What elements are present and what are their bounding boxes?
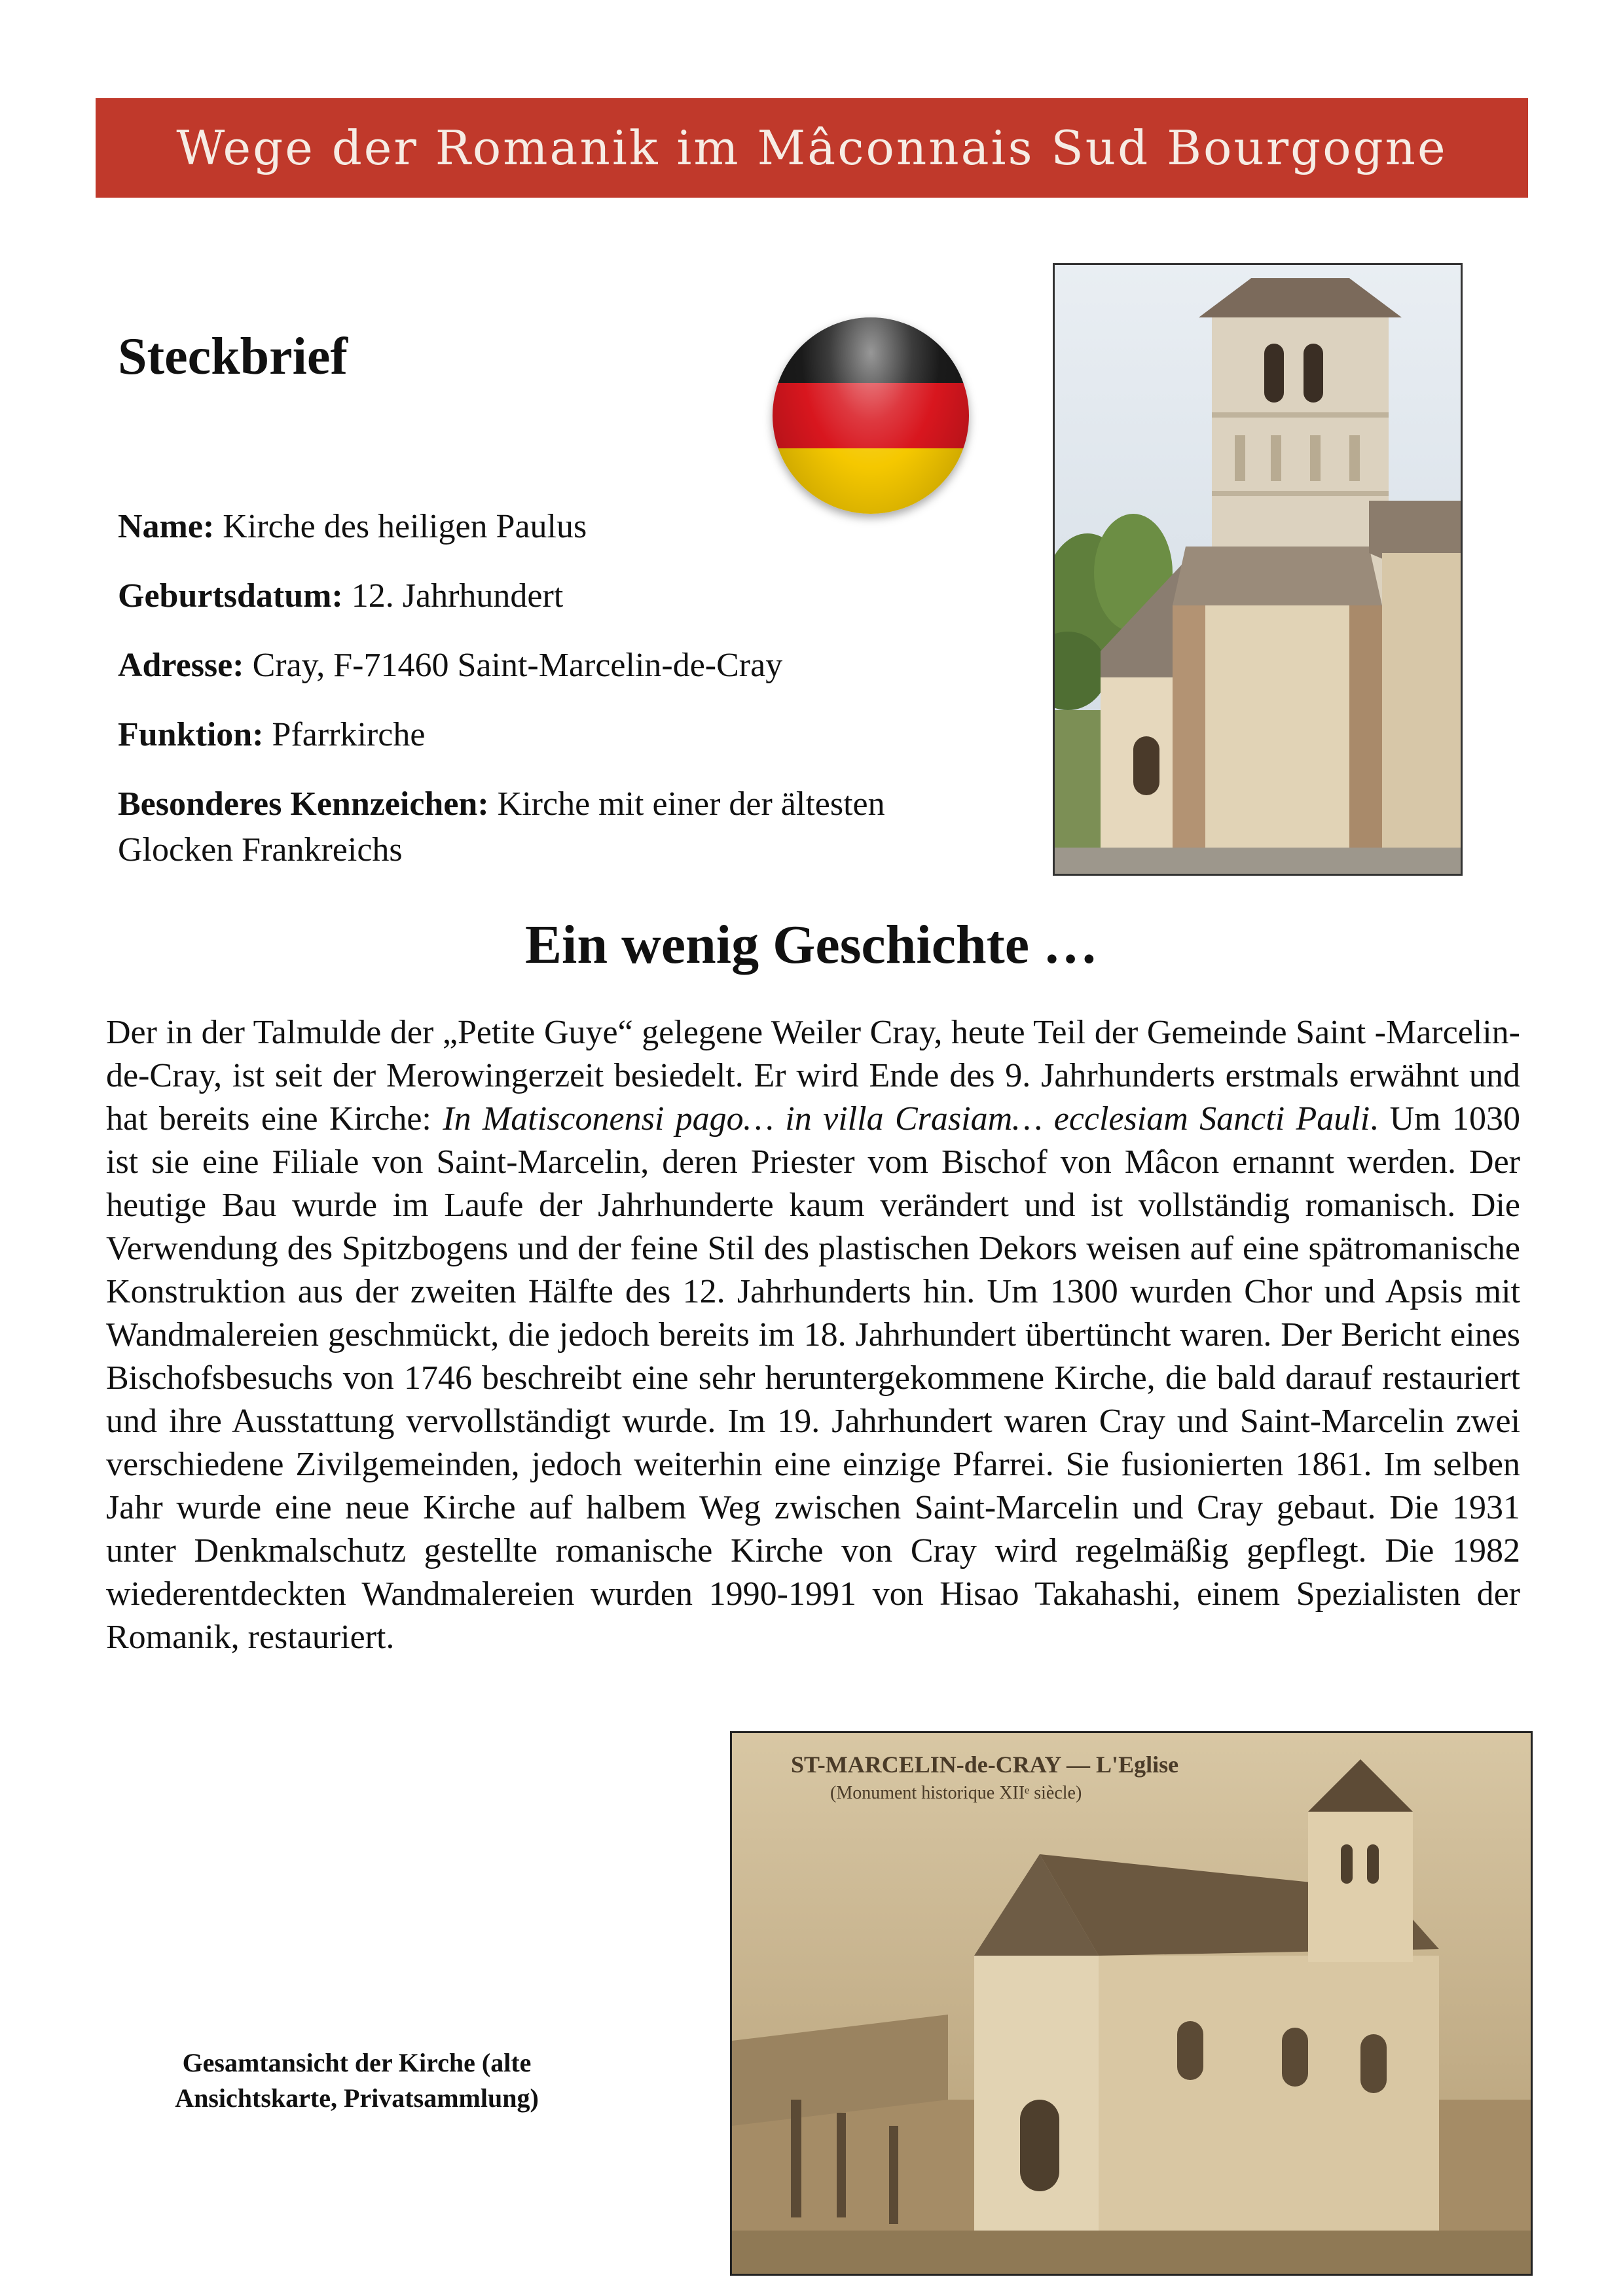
profile-facts <box>118 504 956 897</box>
old-postcard-image <box>730 1731 1533 2276</box>
church-photo <box>1053 263 1463 876</box>
fact-feature: Besonderes Kennzeichen: Kirche mit einer der ältesten Glocken Frankreichs <box>118 785 885 869</box>
history-text: Der in der Talmulde der „Petite Guye“ gelegene Weiler Cray, heute Teil der Gemeinde Saint -Marcelin-de-Cray, ist seit der Merowingerzeit besiedelt. Er wird Ende des 9. Jahrhunderts erstmals erwähnt und hat bereits eine Kirche: In Matisconensi pago… in villa Crasiam… ecclesiam Sancti Pauli. Um 1030 ist sie eine Filiale von Saint-Marcelin, deren Priester vom Bischof von Mâcon ernannt werden. Der heutige Bau wurde im Laufe der Jahrhunderte kaum verändert und ist vollständig romanisch. Die Verwendung des Spitzbogens und der feine Stil des plastischen Dekors weisen auf eine spätromanische Konstruktion aus der zweiten Hälfte des 12. Jahrhunderts hin. Um 1300 wurden Chor und Apsis mit Wandmalereien geschmückt, die jedoch bereits im 18. Jahrhundert übertüncht waren. Der Bericht eines Bischofsbesuchs von 1746 beschreibt eine sehr heruntergekommene Kirche, die bald darauf restauriert und ihre Ausstattung vervollständigt wurde. Im 19. Jahrhundert waren Cray und Saint-Marcelin zwei verschiedene Zivilgemeinden, jedoch weiterhin eine einzige Pfarrei. Sie fusionierten 1861. Im selben Jahr wurde eine neue Kirche auf halbem Weg zwischen Saint-Marcelin und Cray gebaut. Die 1931 unter Denkmalschutz gestellte romanische Kirche von Cray wird regelmäßig gepflegt. Die 1982 wiederentdeckten Wandmalereien wurden 1990-1991 von Hisao Takahashi, einem Spezialisten der Romanik, restauriert. <box>106 1014 1520 1656</box>
fact-function: Funktion: Pfarrkirche <box>118 716 426 753</box>
header-banner <box>96 98 1528 198</box>
history-heading: Ein wenig Geschichte … <box>525 914 1098 975</box>
postcard-caption: Gesamtansicht der Kirche (alte Ansichtskarte, Privatsammlung) <box>175 2048 539 2113</box>
german-flag-icon[interactable] <box>773 317 969 514</box>
fact-address: Adresse: Cray, F-71460 Saint-Marcelin-de-Cray <box>118 647 783 684</box>
fact-name: Name: Kirche des heiligen Paulus <box>118 508 587 545</box>
postcard-subtitle-text: (Monument historique XIIᵉ siècle) <box>830 1783 1082 1803</box>
latin-quote: In Matisconensi pago… in villa Crasiam… ecclesiam Sancti Pauli <box>443 1100 1370 1138</box>
profile-heading: Steckbrief <box>118 328 348 386</box>
fact-birthdate: Geburtsdatum: 12. Jahrhundert <box>118 577 564 615</box>
postcard-title-text: ST-MARCELIN-de-CRAY — L'Eglise <box>791 1751 1179 1778</box>
banner-title: Wege der Romanik im Mâconnais Sud Bourgogne <box>176 120 1448 175</box>
